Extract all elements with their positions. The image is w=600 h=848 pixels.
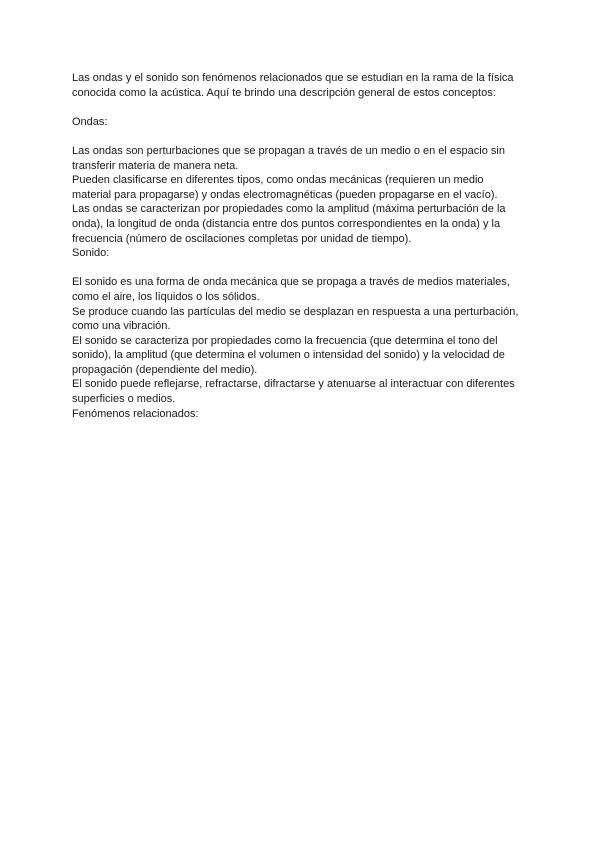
blank-line	[72, 129, 532, 144]
blank-line	[72, 100, 532, 115]
ondas-item: Pueden clasificarse en diferentes tipos, como ondas mecánicas (requieren un medio material para propagarse) y ondas electromagnéticas (pueden propagarse en el vacío).	[72, 174, 498, 201]
intro-paragraph: Las ondas y el sonido son fenómenos relacionados que se estudian en la rama de la física conocida como la acústica. Aquí te brindo una descripción general de estos conceptos:	[72, 72, 514, 99]
ondas-heading: Ondas:	[72, 115, 108, 128]
sonido-item: El sonido se caracteriza por propiedades como la frecuencia (que determina el tono del sonido), la amplitud (que determina el volumen o intensidad del sonido) y la velocidad de propagación (dependiente del medio).	[72, 334, 505, 376]
sonido-heading: Sonido:	[72, 247, 110, 260]
ondas-item: Las ondas se caracterizan por propiedades como la amplitud (máxima perturbación de la onda), la longitud de onda (distancia entre dos puntos correspondientes en la onda) y la frecuencia (número de oscilaciones completas por unidad de tiempo).	[72, 203, 506, 245]
ondas-item: Las ondas son perturbaciones que se propagan a través de un medio o en el espacio sin transferir materia de manera neta.	[72, 144, 505, 172]
document-body	[72, 71, 532, 421]
sonido-item: El sonido es una forma de onda mecánica que se propaga a través de medios materiales, como el aire, los líquidos o los sólidos.	[72, 276, 510, 303]
fenomenos-heading: Fenómenos relacionados:	[72, 407, 199, 420]
sonido-item: Se produce cuando las partículas del medio se desplazan en respuesta a una perturbación, como una vibración.	[72, 305, 519, 333]
blank-line	[72, 261, 532, 276]
sonido-item: El sonido puede reflejarse, refractarse, difractarse y atenuarse al interactuar con diferentes superficies o medios.	[72, 378, 515, 406]
